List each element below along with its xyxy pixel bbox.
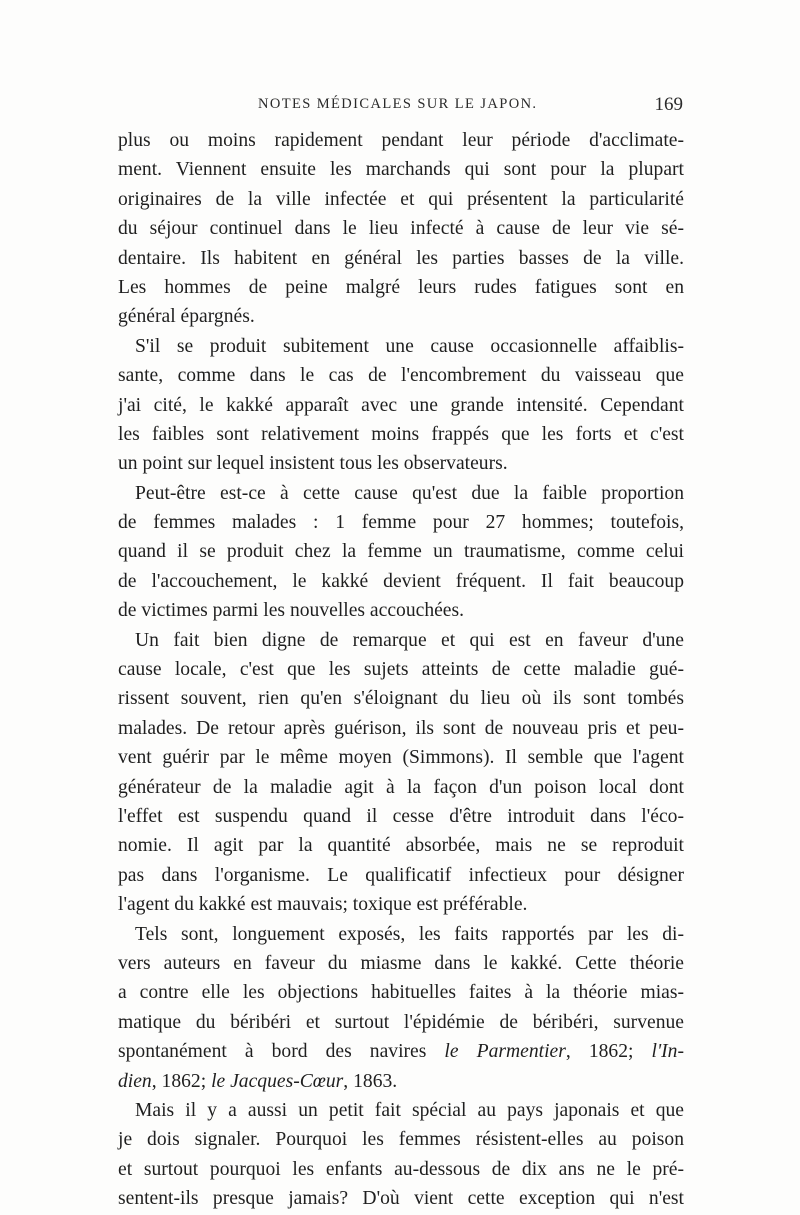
text-line: sante, comme dans le cas de l'encombrement du vaisseau que [118, 365, 684, 387]
text-line: l'effet est suspendu quand il cesse d'être introduit dans l'éco- [118, 805, 684, 827]
text-line: sentent-ils presque jamais? D'où vient cette exception qui n'est [118, 1188, 684, 1210]
text-line-ships [118, 1037, 684, 1066]
text-line: général épargnés. [118, 306, 255, 328]
text-line: Tels sont, longuement exposés, les faits rapportés par les di- [135, 923, 684, 945]
text-line: de l'accouchement, le kakké devient fréquent. Il fait beaucoup [118, 570, 684, 592]
text-line: vent guérir par le même moyen (Simmons). Il semble que l'agent [118, 747, 684, 769]
text-line: ment. Viennent ensuite les marchands qui sont pour la plupart [118, 159, 684, 181]
text-line: et surtout pourquoi les enfants au-dessous de dix ans ne le pré- [118, 1158, 684, 1180]
text-line: quand il se produit chez la femme un traumatisme, comme celui [118, 541, 684, 563]
ship-name-indien-start: l'In- [651, 1041, 684, 1063]
text-line: S'il se produit subitement une cause occasionnelle affaiblis- [135, 335, 684, 357]
text-line: dentaire. Ils habitent en général les parties basses de la ville. [118, 247, 684, 269]
ship-name-indien-end: dien [118, 1070, 152, 1092]
text-line: j'ai cité, le kakké apparaît avec une grande intensité. Cependant [118, 394, 684, 416]
text-line: pas dans l'organisme. Le qualificatif infectieux pour désigner [118, 864, 684, 886]
text-line: cause locale, c'est que les sujets atteints de cette maladie gué- [118, 659, 684, 681]
text-fragment: , 1863. [343, 1070, 398, 1092]
text-line: a contre elle les objections habituelles faites à la théorie mias- [118, 982, 684, 1004]
ship-name-jacques-coeur: le Jacques-Cœur [211, 1070, 344, 1092]
text-line: un point sur lequel insistent tous les observateurs. [118, 453, 508, 475]
text-line: originaires de la ville infectée et qui présentent la particularité [118, 188, 684, 210]
text-line: l'agent du kakké est mauvais; toxique est préférable. [118, 894, 528, 916]
text-line: Un fait bien digne de remarque et qui est en faveur d'une [135, 629, 684, 651]
text-line: nomie. Il agit par la quantité absorbée, mais ne se reproduit [118, 835, 684, 857]
text-line: plus ou moins rapidement pendant leur période d'acclimate- [118, 130, 684, 151]
text-line: Peut-être est-ce à cette cause qu'est due la faible proportion [135, 482, 684, 504]
text-line: malades. De retour après guérison, ils sont de nouveau pris et peu- [118, 717, 684, 739]
body-text [118, 126, 684, 1213]
text-line: les faibles sont relativement moins frappés que les forts et c'est [118, 423, 684, 445]
text-line: matique du béribéri et surtout l'épidémie de béribéri, survenue [118, 1011, 684, 1033]
text-line: vers auteurs en faveur du miasme dans le kakké. Cette théorie [118, 952, 684, 974]
ship-name-parmentier: le Parmentier [444, 1041, 566, 1063]
text-line: rissent souvent, rien qu'en s'éloignant du lieu où ils sont tombés [118, 688, 684, 710]
text-fragment: , 1862; [151, 1070, 212, 1092]
text-fragment: , 1862; [565, 1041, 652, 1063]
text-line: Les hommes de peine malgré leurs rudes fatigues sont en [118, 276, 684, 298]
page-number: 169 [654, 94, 683, 115]
text-line: Mais il y a aussi un petit fait spécial au pays japonais et que [135, 1099, 684, 1121]
text-line: de femmes malades : 1 femme pour 27 hommes; toutefois, [118, 512, 684, 534]
text-line: de victimes parmi les nouvelles accouchées. [118, 600, 465, 622]
text-fragment: spontanément à bord des navires [118, 1041, 445, 1063]
text-line: générateur de la maladie agit à la façon d'un poison local dont [118, 776, 684, 798]
running-head [118, 96, 683, 120]
text-line-ships [118, 1067, 684, 1096]
text-line: du séjour continuel dans le lieu infecté à cause de leur vie sé- [118, 218, 684, 240]
text-line: je dois signaler. Pourquoi les femmes résistent-elles au poison [118, 1129, 684, 1151]
running-title: NOTES MÉDICALES SUR LE JAPON. [258, 96, 538, 112]
